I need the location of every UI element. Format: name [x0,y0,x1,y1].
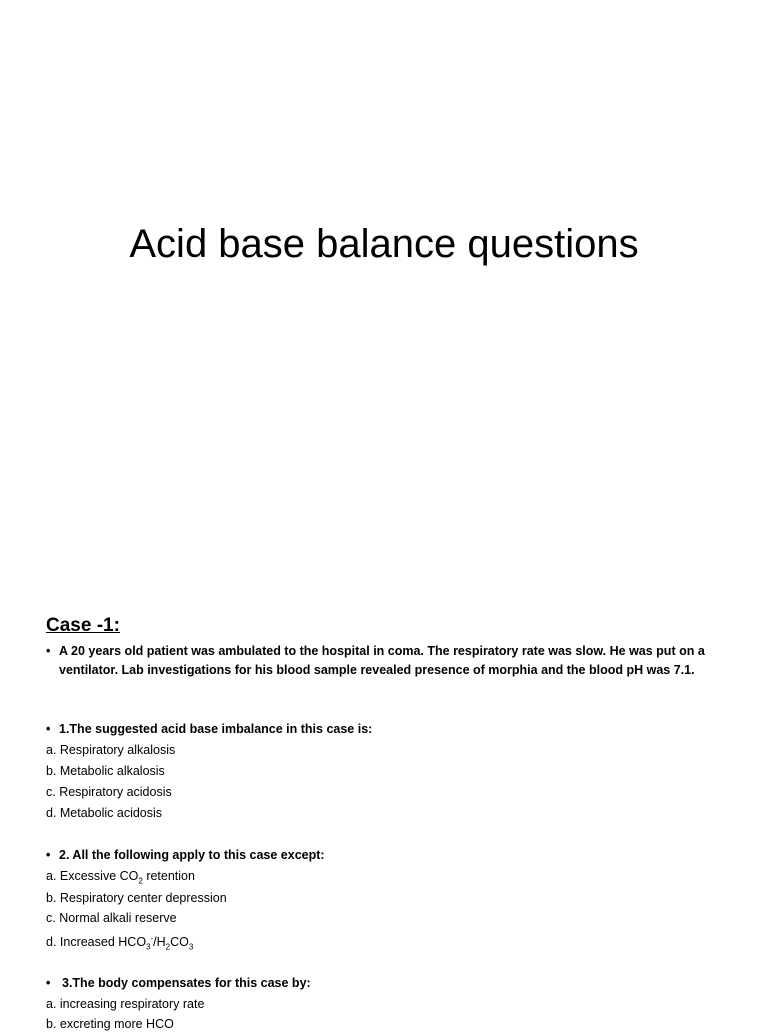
question-2 [46,846,716,865]
q1-option-d: d. Metabolic acidosis [46,806,163,820]
question-stem: 1.The suggested acid base imbalance in this case is: [59,722,373,736]
question-stem: 3.The body compensates for this case by: [62,976,311,990]
q1-option-a: a. Respiratory alkalosis [46,743,176,757]
q3-option-b: b. excreting more HCO [46,1017,174,1031]
q1-option-c: c. Respiratory acidosis [46,785,172,799]
slide-title: Acid base balance questions [129,222,639,266]
bullet-icon: • [46,644,51,658]
bullet-icon: • [46,848,51,862]
q3-option-a: a. increasing respiratory rate [46,997,205,1011]
q2-option-c: c. Normal alkali reserve [46,911,177,925]
q1-option-b: b. Metabolic alkalosis [46,764,165,778]
question-stem: 2. All the following apply to this case except: [59,848,325,862]
q2-option-b: b. Respiratory center depression [46,891,227,905]
case-heading: Case -1: [46,615,120,636]
q2-option-d: d. Increased $HCO_3^-/H_2CO_3$ [46,934,194,952]
scenario-text: A 20 years old patient was ambulated to the hospital in coma. The respiratory rate was slow. He was put on a ventilator. Lab investigations for his blood sample revealed presence of morphia and the blood pH was 7.1. [59,644,705,677]
question-1 [46,720,716,739]
question-3 [46,974,716,993]
bullet-icon: • [46,722,51,736]
bullet-icon: • [46,976,51,990]
q2-option-a: a. Excessive $CO_2$ retention [46,869,195,886]
case-scenario [46,642,716,680]
